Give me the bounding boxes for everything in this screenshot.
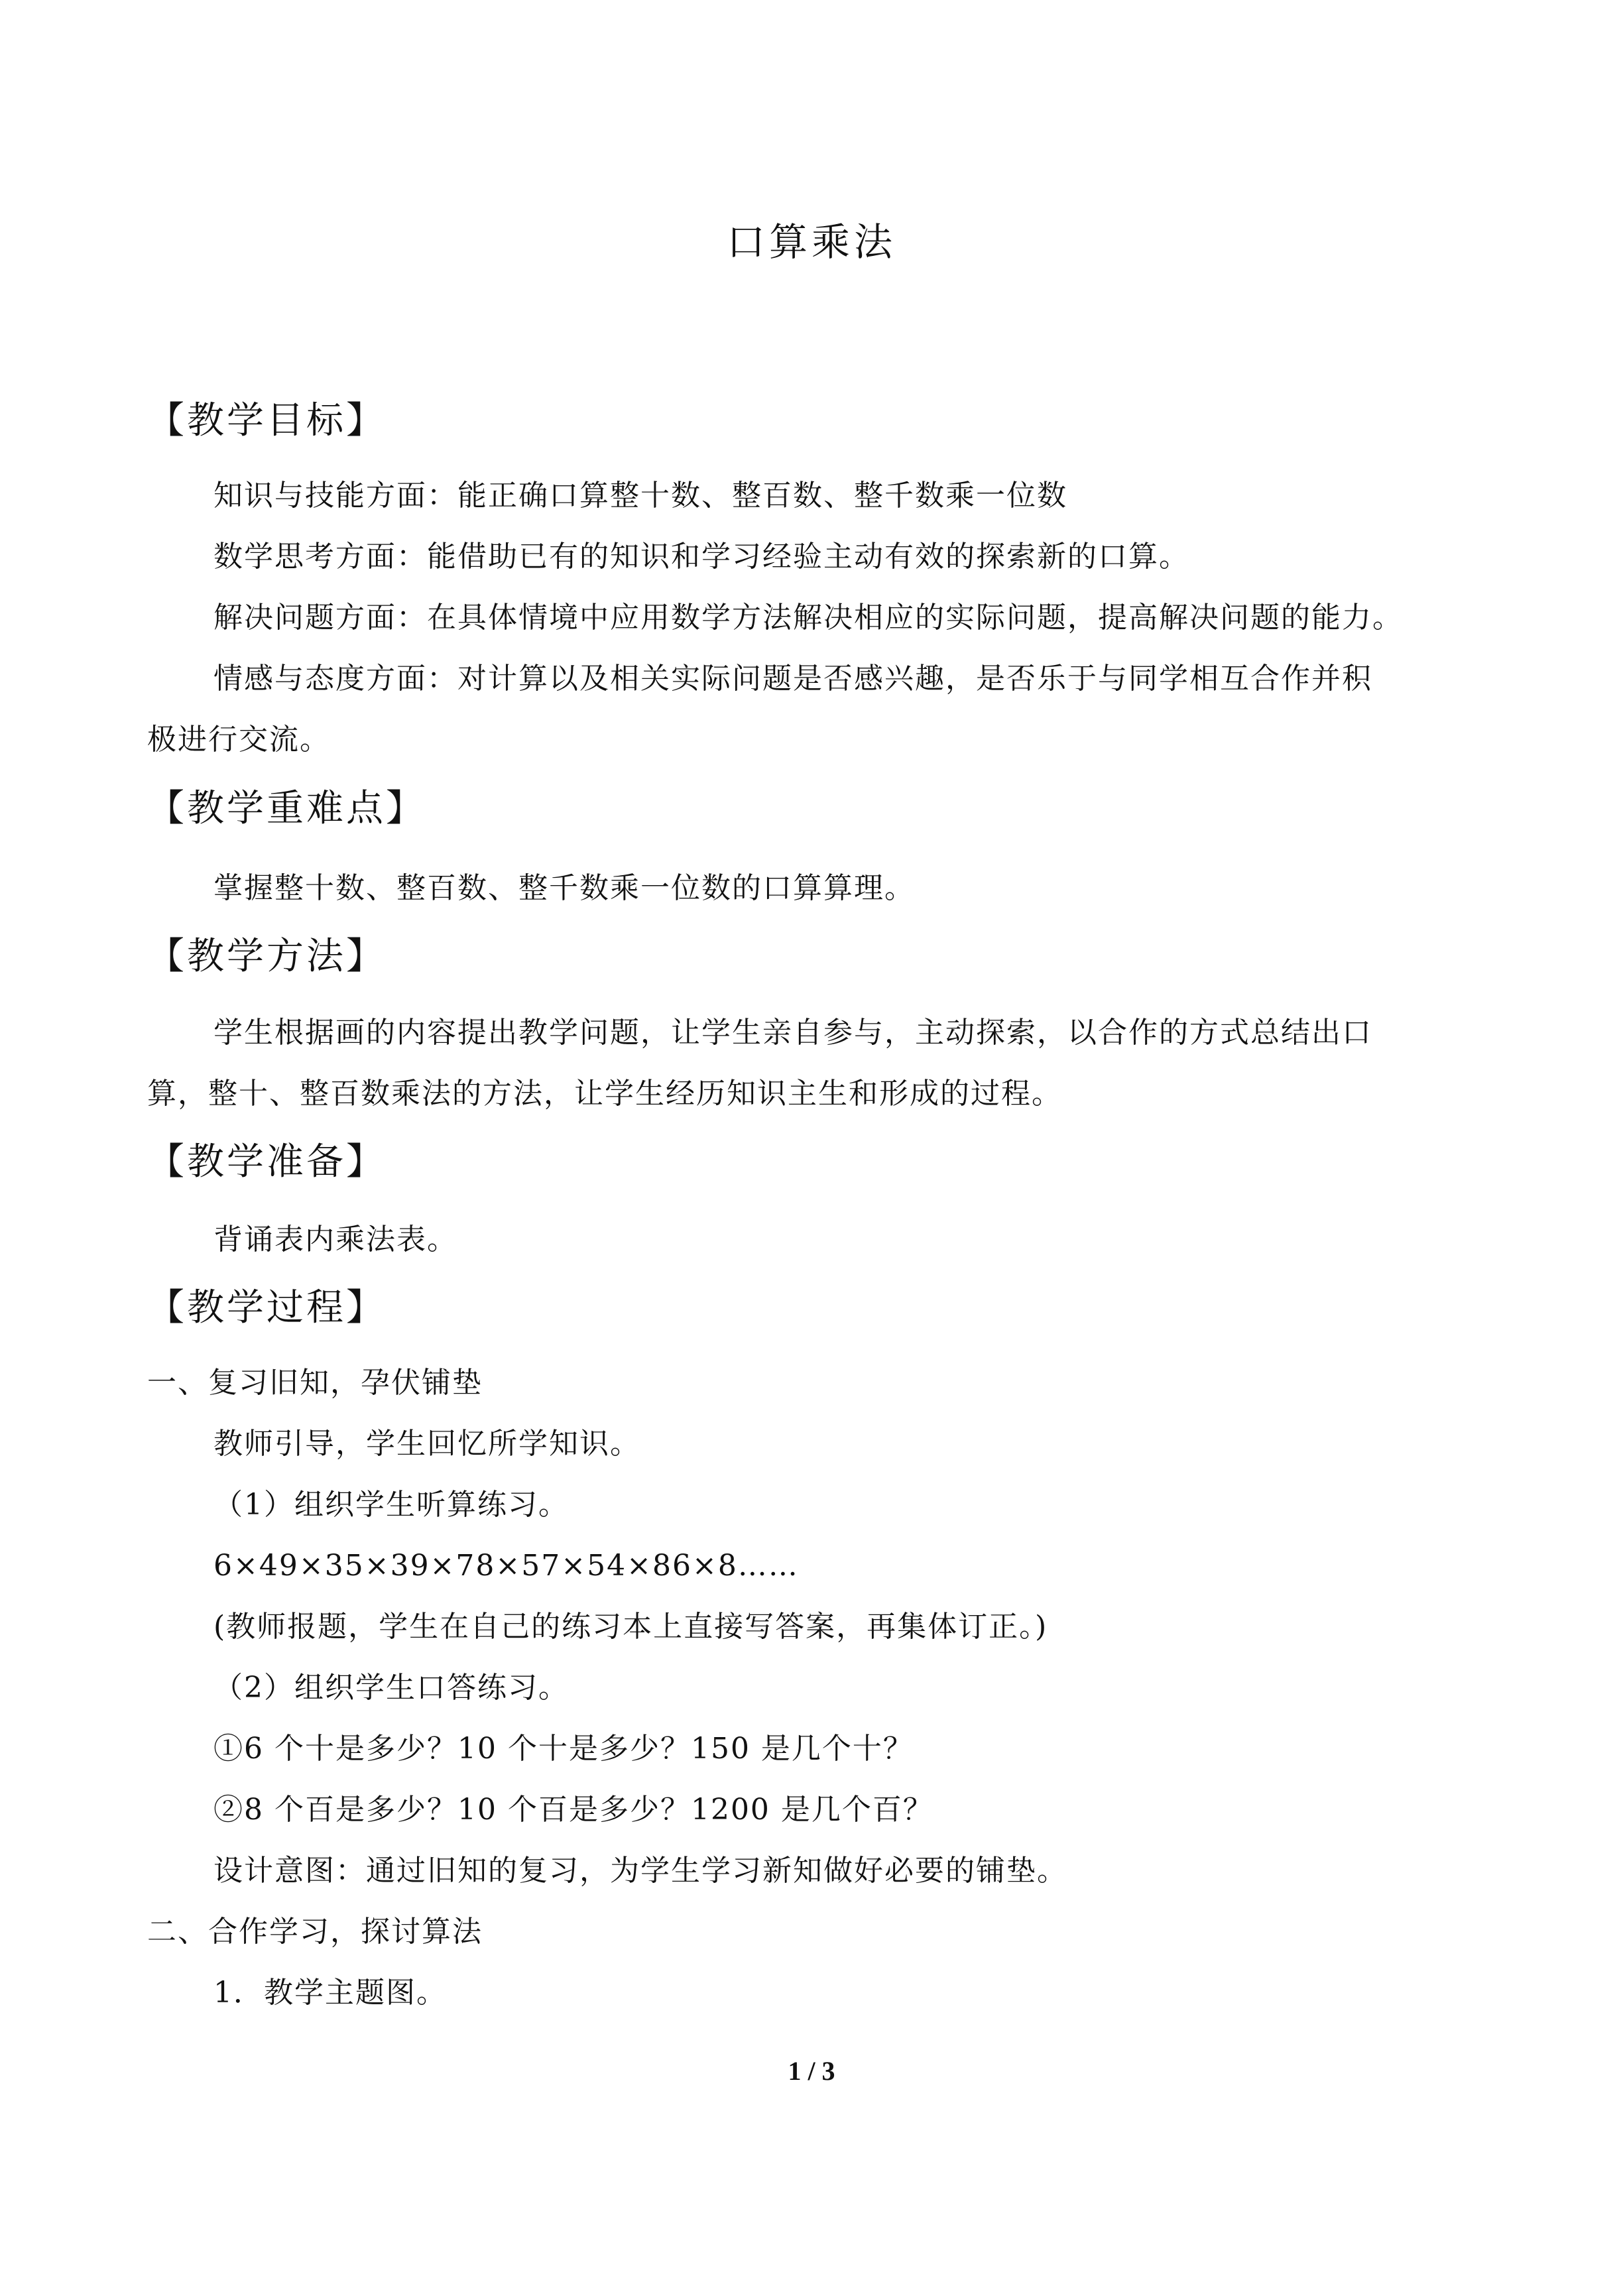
process-line: （1）组织学生听算练习。 — [213, 1488, 569, 1522]
process-line: 设计意图：通过旧知的复习，为学生学习新知做好必要的铺垫。 — [213, 1854, 1067, 1888]
methods-line: 学生根据画的内容提出教学问题，让学生亲自参与，主动探索，以合作的方式总结出口 — [213, 1016, 1372, 1050]
process-line: （2）组织学生口答练习。 — [213, 1671, 569, 1705]
section-heading-objectives: 【教学目标】 — [147, 399, 386, 442]
process-line: ①6 个十是多少？10 个十是多少？150 是几个十？ — [213, 1732, 914, 1766]
process-line: 教师引导，学生回忆所学知识。 — [213, 1427, 640, 1461]
page-number: 1 / 3 — [788, 2056, 835, 2086]
objective-line: 极进行交流。 — [147, 723, 330, 756]
process-line: ②8 个百是多少？10 个百是多少？1200 是几个百？ — [213, 1793, 933, 1827]
section-heading-preparation: 【教学准备】 — [147, 1140, 386, 1183]
objective-line: 知识与技能方面：能正确口算整十数、整百数、整千数乘一位数 — [213, 479, 1067, 513]
process-line: 6×49×35×39×78×57×54×86×8…… — [213, 1549, 799, 1583]
process-line: (教师报题，学生在自己的练习本上直接写答案，再集体订正。) — [213, 1610, 1048, 1644]
document-title: 口算乘法 — [726, 219, 896, 265]
objective-line: 解决问题方面：在具体情境中应用数学方法解决相应的实际问题，提高解决问题的能力。 — [213, 601, 1403, 634]
process-part-title: 二、合作学习，探讨算法 — [147, 1915, 483, 1949]
key-points-text: 掌握整十数、整百数、整千数乘一位数的口算算理。 — [213, 871, 915, 905]
methods-line: 算，整十、整百数乘法的方法，让学生经历知识主生和形成的过程。 — [147, 1077, 1062, 1111]
objective-line: 情感与态度方面：对计算以及相关实际问题是否感兴趣，是否乐于与同学相互合作并积 — [213, 662, 1372, 695]
section-heading-methods: 【教学方法】 — [147, 935, 386, 978]
section-heading-process: 【教学过程】 — [147, 1286, 386, 1329]
process-part-title: 一、复习旧知，孕伏铺垫 — [147, 1366, 483, 1400]
objective-line: 数学思考方面：能借助已有的知识和学习经验主动有效的探索新的口算。 — [213, 540, 1189, 574]
section-heading-key-points: 【教学重难点】 — [147, 787, 426, 830]
preparation-text: 背诵表内乘法表。 — [213, 1223, 457, 1256]
process-line: 1．教学主题图。 — [213, 1976, 447, 2010]
